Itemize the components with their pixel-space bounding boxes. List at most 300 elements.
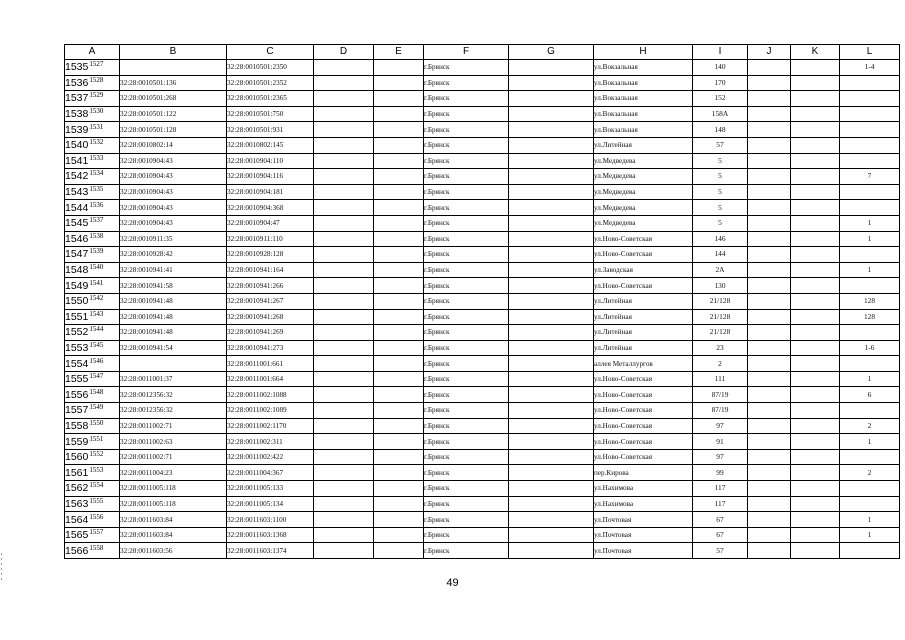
cell-row-index[interactable] — [65, 200, 120, 216]
cell-cadastral-land[interactable]: 32:28:0010802:14 — [120, 137, 227, 153]
cell-apartment[interactable] — [840, 325, 900, 341]
cell-street[interactable]: аллея Металлургов — [594, 356, 693, 372]
column-header-g[interactable]: G — [509, 45, 594, 60]
cell-empty-g[interactable] — [509, 169, 594, 185]
cell-street[interactable]: ул.Литейная — [594, 340, 693, 356]
cell-apartment[interactable] — [840, 278, 900, 294]
cell-empty-k[interactable] — [791, 60, 840, 76]
cell-row-index[interactable] — [65, 387, 120, 403]
cell-cadastral-land[interactable] — [120, 356, 227, 372]
cell-apartment[interactable]: 128 — [840, 293, 900, 309]
cell-cadastral-object[interactable]: 32:28:0011002:1089 — [227, 403, 314, 419]
cell-empty-g[interactable] — [509, 137, 594, 153]
cell-empty-g[interactable] — [509, 231, 594, 247]
cell-house-number[interactable]: 97 — [693, 418, 748, 434]
cell-empty-j[interactable] — [748, 106, 791, 122]
cell-city[interactable]: г.Брянск — [424, 496, 509, 512]
cell-empty-j[interactable] — [748, 184, 791, 200]
cell-empty-g[interactable] — [509, 481, 594, 497]
cell-empty-e[interactable] — [374, 262, 424, 278]
cell-empty-k[interactable] — [791, 278, 840, 294]
cell-house-number[interactable]: 5 — [693, 184, 748, 200]
cell-cadastral-land[interactable]: 32:28:0010941:48 — [120, 309, 227, 325]
cell-cadastral-object[interactable]: 32:28:0010941:164 — [227, 262, 314, 278]
cell-empty-k[interactable] — [791, 325, 840, 341]
cell-street[interactable]: ул.Вокзальная — [594, 106, 693, 122]
cell-row-index[interactable] — [65, 293, 120, 309]
cell-empty-e[interactable] — [374, 527, 424, 543]
cell-house-number[interactable]: 130 — [693, 278, 748, 294]
cell-house-number[interactable]: 117 — [693, 496, 748, 512]
column-header-l[interactable]: L — [840, 45, 900, 60]
cell-row-index[interactable] — [65, 106, 120, 122]
cell-cadastral-object[interactable]: 32:28:0010904:181 — [227, 184, 314, 200]
cell-cadastral-land[interactable]: 32:28:0010501:122 — [120, 106, 227, 122]
cell-apartment[interactable]: 1 — [840, 527, 900, 543]
cell-cadastral-object[interactable]: 32:28:0010501:2352 — [227, 75, 314, 91]
column-header-d[interactable]: D — [314, 45, 374, 60]
cell-street[interactable]: ул.Нахимова — [594, 496, 693, 512]
cell-row-index[interactable] — [65, 75, 120, 91]
cell-empty-k[interactable] — [791, 387, 840, 403]
cell-row-index[interactable] — [65, 137, 120, 153]
cell-cadastral-land[interactable]: 32:28:0010501:128 — [120, 122, 227, 138]
cell-empty-g[interactable] — [509, 184, 594, 200]
cell-cadastral-land[interactable]: 32:28:0011005:118 — [120, 481, 227, 497]
column-header-a[interactable]: A — [65, 45, 120, 60]
cell-cadastral-land[interactable]: 32:28:0011001:37 — [120, 371, 227, 387]
cell-empty-e[interactable] — [374, 418, 424, 434]
cell-apartment[interactable]: 1 — [840, 262, 900, 278]
cell-cadastral-object[interactable]: 32:28:0011002:311 — [227, 434, 314, 450]
cell-row-index[interactable] — [65, 481, 120, 497]
cell-row-index[interactable] — [65, 340, 120, 356]
cell-empty-g[interactable] — [509, 340, 594, 356]
cell-cadastral-object[interactable]: 32:28:0010904:110 — [227, 153, 314, 169]
cell-empty-j[interactable] — [748, 262, 791, 278]
cell-empty-e[interactable] — [374, 200, 424, 216]
cell-empty-d[interactable] — [314, 403, 374, 419]
cell-house-number[interactable]: 99 — [693, 465, 748, 481]
cell-street[interactable]: ул.Ново-Советская — [594, 434, 693, 450]
cell-apartment[interactable] — [840, 481, 900, 497]
cell-empty-d[interactable] — [314, 434, 374, 450]
cell-apartment[interactable]: 1 — [840, 434, 900, 450]
cell-house-number[interactable]: 67 — [693, 512, 748, 528]
cell-empty-g[interactable] — [509, 512, 594, 528]
cell-row-index[interactable] — [65, 449, 120, 465]
cell-empty-e[interactable] — [374, 247, 424, 263]
cell-city[interactable]: г.Брянск — [424, 106, 509, 122]
cell-house-number[interactable]: 67 — [693, 527, 748, 543]
cell-empty-j[interactable] — [748, 543, 791, 559]
cell-empty-d[interactable] — [314, 60, 374, 76]
cell-empty-k[interactable] — [791, 543, 840, 559]
cell-empty-e[interactable] — [374, 153, 424, 169]
cell-empty-e[interactable] — [374, 91, 424, 107]
cell-empty-d[interactable] — [314, 387, 374, 403]
cell-empty-k[interactable] — [791, 371, 840, 387]
cell-house-number[interactable]: 2 — [693, 356, 748, 372]
cell-empty-e[interactable] — [374, 434, 424, 450]
cell-house-number[interactable]: 21/128 — [693, 293, 748, 309]
cell-cadastral-land[interactable]: 32:28:0010904:43 — [120, 215, 227, 231]
cell-cadastral-object[interactable]: 32:28:0011001:661 — [227, 356, 314, 372]
cell-cadastral-object[interactable]: 32:28:0011002:422 — [227, 449, 314, 465]
cell-city[interactable]: г.Брянск — [424, 262, 509, 278]
cell-empty-k[interactable] — [791, 137, 840, 153]
cell-city[interactable]: г.Брянск — [424, 543, 509, 559]
cell-city[interactable]: г.Брянск — [424, 200, 509, 216]
cell-cadastral-land[interactable]: 32:28:0010941:48 — [120, 293, 227, 309]
cell-empty-j[interactable] — [748, 356, 791, 372]
cell-street[interactable]: ул.Заводская — [594, 262, 693, 278]
cell-cadastral-land[interactable]: 32:28:0011004:23 — [120, 465, 227, 481]
cell-empty-g[interactable] — [509, 449, 594, 465]
cell-empty-g[interactable] — [509, 403, 594, 419]
cell-apartment[interactable] — [840, 543, 900, 559]
cell-empty-j[interactable] — [748, 465, 791, 481]
cell-empty-g[interactable] — [509, 387, 594, 403]
cell-empty-j[interactable] — [748, 293, 791, 309]
cell-empty-d[interactable] — [314, 231, 374, 247]
cell-city[interactable]: г.Брянск — [424, 465, 509, 481]
cell-empty-g[interactable] — [509, 106, 594, 122]
cell-house-number[interactable]: 117 — [693, 481, 748, 497]
cell-empty-d[interactable] — [314, 91, 374, 107]
cell-house-number[interactable]: 5 — [693, 169, 748, 185]
cell-city[interactable]: г.Брянск — [424, 153, 509, 169]
cell-apartment[interactable] — [840, 137, 900, 153]
cell-empty-e[interactable] — [374, 75, 424, 91]
cell-empty-j[interactable] — [748, 137, 791, 153]
cell-empty-j[interactable] — [748, 325, 791, 341]
cell-cadastral-object[interactable]: 32:28:0010941:268 — [227, 309, 314, 325]
cell-apartment[interactable] — [840, 247, 900, 263]
cell-empty-j[interactable] — [748, 449, 791, 465]
cell-row-index[interactable] — [65, 403, 120, 419]
cell-house-number[interactable]: 23 — [693, 340, 748, 356]
cell-empty-j[interactable] — [748, 75, 791, 91]
cell-row-index[interactable] — [65, 169, 120, 185]
cell-empty-g[interactable] — [509, 543, 594, 559]
cell-empty-j[interactable] — [748, 247, 791, 263]
column-header-i[interactable]: I — [693, 45, 748, 60]
cell-cadastral-land[interactable]: 32:28:0011603:56 — [120, 543, 227, 559]
cell-empty-e[interactable] — [374, 278, 424, 294]
cell-cadastral-object[interactable]: 32:28:0010941:273 — [227, 340, 314, 356]
cell-cadastral-land[interactable]: 32:28:0011603:84 — [120, 512, 227, 528]
cell-house-number[interactable]: 5 — [693, 215, 748, 231]
cell-cadastral-object[interactable]: 32:28:0010941:266 — [227, 278, 314, 294]
cell-row-index[interactable] — [65, 184, 120, 200]
cell-row-index[interactable] — [65, 231, 120, 247]
cell-empty-g[interactable] — [509, 325, 594, 341]
cell-apartment[interactable] — [840, 122, 900, 138]
cell-apartment[interactable] — [840, 449, 900, 465]
cell-apartment[interactable]: 6 — [840, 387, 900, 403]
cell-empty-j[interactable] — [748, 340, 791, 356]
cell-city[interactable]: г.Брянск — [424, 184, 509, 200]
cell-empty-d[interactable] — [314, 512, 374, 528]
cell-cadastral-land[interactable]: 32:28:0010941:58 — [120, 278, 227, 294]
cell-empty-j[interactable] — [748, 200, 791, 216]
cell-empty-e[interactable] — [374, 309, 424, 325]
cell-empty-e[interactable] — [374, 371, 424, 387]
cell-apartment[interactable]: 1 — [840, 231, 900, 247]
cell-city[interactable]: г.Брянск — [424, 340, 509, 356]
cell-city[interactable]: г.Брянск — [424, 75, 509, 91]
cell-row-index[interactable] — [65, 434, 120, 450]
cell-empty-j[interactable] — [748, 231, 791, 247]
cell-row-index[interactable] — [65, 60, 120, 76]
cell-cadastral-land[interactable]: 32:28:0010904:43 — [120, 184, 227, 200]
cell-city[interactable]: г.Брянск — [424, 91, 509, 107]
cell-house-number[interactable]: 5 — [693, 200, 748, 216]
cell-apartment[interactable] — [840, 153, 900, 169]
cell-cadastral-object[interactable]: 32:28:0011005:133 — [227, 481, 314, 497]
cell-empty-g[interactable] — [509, 262, 594, 278]
cell-empty-e[interactable] — [374, 481, 424, 497]
cell-empty-d[interactable] — [314, 215, 374, 231]
cell-empty-d[interactable] — [314, 184, 374, 200]
cell-row-index[interactable] — [65, 91, 120, 107]
cell-empty-d[interactable] — [314, 356, 374, 372]
cell-empty-k[interactable] — [791, 403, 840, 419]
cell-empty-d[interactable] — [314, 75, 374, 91]
cell-apartment[interactable] — [840, 356, 900, 372]
cell-empty-d[interactable] — [314, 418, 374, 434]
cell-street[interactable]: ул.Вокзальная — [594, 75, 693, 91]
cell-apartment[interactable] — [840, 496, 900, 512]
cell-apartment[interactable] — [840, 91, 900, 107]
cell-row-index[interactable] — [65, 356, 120, 372]
cell-cadastral-land[interactable]: 32:28:0011002:63 — [120, 434, 227, 450]
cell-cadastral-land[interactable]: 32:28:0010941:48 — [120, 325, 227, 341]
cell-cadastral-land[interactable] — [120, 60, 227, 76]
cell-empty-d[interactable] — [314, 137, 374, 153]
cell-house-number[interactable]: 91 — [693, 434, 748, 450]
cell-empty-d[interactable] — [314, 371, 374, 387]
cell-house-number[interactable]: 87/19 — [693, 387, 748, 403]
cell-empty-k[interactable] — [791, 449, 840, 465]
cell-street[interactable]: ул.Ново-Советская — [594, 449, 693, 465]
cell-city[interactable]: г.Брянск — [424, 387, 509, 403]
cell-empty-g[interactable] — [509, 122, 594, 138]
cell-city[interactable]: г.Брянск — [424, 169, 509, 185]
cell-empty-g[interactable] — [509, 153, 594, 169]
cell-street[interactable]: ул.Литейная — [594, 309, 693, 325]
cell-empty-e[interactable] — [374, 496, 424, 512]
cell-cadastral-land[interactable]: 32:28:0010941:41 — [120, 262, 227, 278]
cell-house-number[interactable]: 170 — [693, 75, 748, 91]
cell-empty-k[interactable] — [791, 75, 840, 91]
cell-empty-k[interactable] — [791, 200, 840, 216]
cell-empty-d[interactable] — [314, 247, 374, 263]
cell-street[interactable]: ул.Медведева — [594, 153, 693, 169]
cell-empty-j[interactable] — [748, 215, 791, 231]
cell-empty-d[interactable] — [314, 496, 374, 512]
column-header-k[interactable]: K — [791, 45, 840, 60]
cell-empty-k[interactable] — [791, 512, 840, 528]
cell-empty-e[interactable] — [374, 403, 424, 419]
cell-city[interactable]: г.Брянск — [424, 356, 509, 372]
cell-cadastral-land[interactable]: 32:28:0010941:54 — [120, 340, 227, 356]
cell-empty-j[interactable] — [748, 309, 791, 325]
cell-cadastral-land[interactable]: 32:28:0010904:43 — [120, 169, 227, 185]
cell-city[interactable]: г.Брянск — [424, 481, 509, 497]
cell-empty-k[interactable] — [791, 481, 840, 497]
cell-empty-d[interactable] — [314, 340, 374, 356]
cell-street[interactable]: ул.Вокзальная — [594, 91, 693, 107]
cell-cadastral-object[interactable]: 32:28:0011005:134 — [227, 496, 314, 512]
cell-apartment[interactable] — [840, 75, 900, 91]
column-header-j[interactable]: J — [748, 45, 791, 60]
cell-empty-g[interactable] — [509, 215, 594, 231]
cell-row-index[interactable] — [65, 371, 120, 387]
cell-street[interactable]: ул.Медведева — [594, 184, 693, 200]
cell-row-index[interactable] — [65, 153, 120, 169]
cell-street[interactable]: ул.Литейная — [594, 137, 693, 153]
cell-cadastral-object[interactable]: 32:28:0011603:1368 — [227, 527, 314, 543]
cell-apartment[interactable]: 2 — [840, 465, 900, 481]
cell-cadastral-land[interactable]: 32:28:0010501:136 — [120, 75, 227, 91]
cell-empty-d[interactable] — [314, 449, 374, 465]
cell-cadastral-object[interactable]: 32:28:0010941:267 — [227, 293, 314, 309]
cell-empty-e[interactable] — [374, 325, 424, 341]
cell-empty-k[interactable] — [791, 465, 840, 481]
cell-city[interactable]: г.Брянск — [424, 247, 509, 263]
cell-empty-e[interactable] — [374, 356, 424, 372]
cell-empty-k[interactable] — [791, 169, 840, 185]
cell-empty-g[interactable] — [509, 527, 594, 543]
cell-empty-k[interactable] — [791, 122, 840, 138]
cell-house-number[interactable]: 152 — [693, 91, 748, 107]
cell-apartment[interactable]: 128 — [840, 309, 900, 325]
cell-empty-k[interactable] — [791, 106, 840, 122]
cell-empty-e[interactable] — [374, 137, 424, 153]
cell-empty-e[interactable] — [374, 340, 424, 356]
cell-empty-e[interactable] — [374, 60, 424, 76]
cell-street[interactable]: ул.Почтовая — [594, 512, 693, 528]
cell-street[interactable]: ул.Почтовая — [594, 543, 693, 559]
cell-empty-k[interactable] — [791, 247, 840, 263]
cell-empty-k[interactable] — [791, 231, 840, 247]
cell-city[interactable]: г.Брянск — [424, 293, 509, 309]
cell-empty-g[interactable] — [509, 75, 594, 91]
cell-cadastral-land[interactable]: 32:28:0012356:32 — [120, 387, 227, 403]
cell-empty-e[interactable] — [374, 122, 424, 138]
cell-empty-e[interactable] — [374, 231, 424, 247]
cell-house-number[interactable]: 111 — [693, 371, 748, 387]
cell-street[interactable]: пер.Кирова — [594, 465, 693, 481]
cell-empty-e[interactable] — [374, 512, 424, 528]
cell-empty-e[interactable] — [374, 184, 424, 200]
cell-empty-g[interactable] — [509, 371, 594, 387]
cell-apartment[interactable]: 1-6 — [840, 340, 900, 356]
cell-empty-d[interactable] — [314, 325, 374, 341]
cell-empty-j[interactable] — [748, 418, 791, 434]
cell-empty-g[interactable] — [509, 356, 594, 372]
cell-cadastral-object[interactable]: 32:28:0011603:1374 — [227, 543, 314, 559]
cell-street[interactable]: ул.Ново-Советская — [594, 231, 693, 247]
cell-city[interactable]: г.Брянск — [424, 418, 509, 434]
cell-empty-k[interactable] — [791, 527, 840, 543]
cell-empty-j[interactable] — [748, 496, 791, 512]
cell-city[interactable]: г.Брянск — [424, 137, 509, 153]
cell-empty-d[interactable] — [314, 543, 374, 559]
cell-cadastral-land[interactable]: 32:28:0010904:43 — [120, 200, 227, 216]
cell-empty-k[interactable] — [791, 309, 840, 325]
cell-row-index[interactable] — [65, 262, 120, 278]
cell-city[interactable]: г.Брянск — [424, 449, 509, 465]
cell-street[interactable]: ул.Литейная — [594, 293, 693, 309]
cell-empty-d[interactable] — [314, 481, 374, 497]
cell-cadastral-object[interactable]: 32:28:0010911:110 — [227, 231, 314, 247]
cell-apartment[interactable]: 1-4 — [840, 60, 900, 76]
cell-city[interactable]: г.Брянск — [424, 434, 509, 450]
cell-empty-j[interactable] — [748, 169, 791, 185]
cell-empty-g[interactable] — [509, 200, 594, 216]
cell-city[interactable]: г.Брянск — [424, 122, 509, 138]
cell-house-number[interactable]: 5 — [693, 153, 748, 169]
cell-cadastral-land[interactable]: 32:28:0011005:118 — [120, 496, 227, 512]
cell-empty-j[interactable] — [748, 434, 791, 450]
cell-empty-j[interactable] — [748, 122, 791, 138]
cell-house-number[interactable]: 21/128 — [693, 309, 748, 325]
cell-empty-k[interactable] — [791, 215, 840, 231]
cell-empty-e[interactable] — [374, 106, 424, 122]
cell-street[interactable]: ул.Нахимова — [594, 481, 693, 497]
cell-empty-k[interactable] — [791, 153, 840, 169]
cell-empty-j[interactable] — [748, 387, 791, 403]
cell-empty-g[interactable] — [509, 465, 594, 481]
cell-empty-g[interactable] — [509, 496, 594, 512]
cell-empty-d[interactable] — [314, 169, 374, 185]
cell-empty-d[interactable] — [314, 465, 374, 481]
cell-empty-j[interactable] — [748, 403, 791, 419]
column-header-f[interactable]: F — [424, 45, 509, 60]
cell-empty-e[interactable] — [374, 449, 424, 465]
cell-street[interactable]: ул.Ново-Советская — [594, 371, 693, 387]
cell-cadastral-land[interactable]: 32:28:0010904:43 — [120, 153, 227, 169]
cell-cadastral-land[interactable]: 32:28:0010501:268 — [120, 91, 227, 107]
cell-house-number[interactable]: 21/128 — [693, 325, 748, 341]
cell-row-index[interactable] — [65, 215, 120, 231]
cell-street[interactable]: ул.Вокзальная — [594, 60, 693, 76]
cell-street[interactable]: ул.Ново-Советская — [594, 418, 693, 434]
cell-city[interactable]: г.Брянск — [424, 325, 509, 341]
cell-row-index[interactable] — [65, 527, 120, 543]
cell-empty-e[interactable] — [374, 169, 424, 185]
cell-row-index[interactable] — [65, 247, 120, 263]
cell-street[interactable]: ул.Ново-Советская — [594, 387, 693, 403]
cell-empty-d[interactable] — [314, 122, 374, 138]
cell-empty-g[interactable] — [509, 434, 594, 450]
cell-cadastral-object[interactable]: 32:28:0010904:47 — [227, 215, 314, 231]
cell-cadastral-land[interactable]: 32:28:0011002:71 — [120, 418, 227, 434]
cell-row-index[interactable] — [65, 325, 120, 341]
column-header-e[interactable]: E — [374, 45, 424, 60]
cell-street[interactable]: ул.Ново-Советская — [594, 278, 693, 294]
cell-empty-j[interactable] — [748, 481, 791, 497]
cell-cadastral-object[interactable]: 32:28:0010802:145 — [227, 137, 314, 153]
cell-empty-e[interactable] — [374, 293, 424, 309]
cell-empty-g[interactable] — [509, 278, 594, 294]
cell-street[interactable]: ул.Медведева — [594, 200, 693, 216]
cell-empty-k[interactable] — [791, 356, 840, 372]
cell-cadastral-object[interactable]: 32:28:0010501:750 — [227, 106, 314, 122]
